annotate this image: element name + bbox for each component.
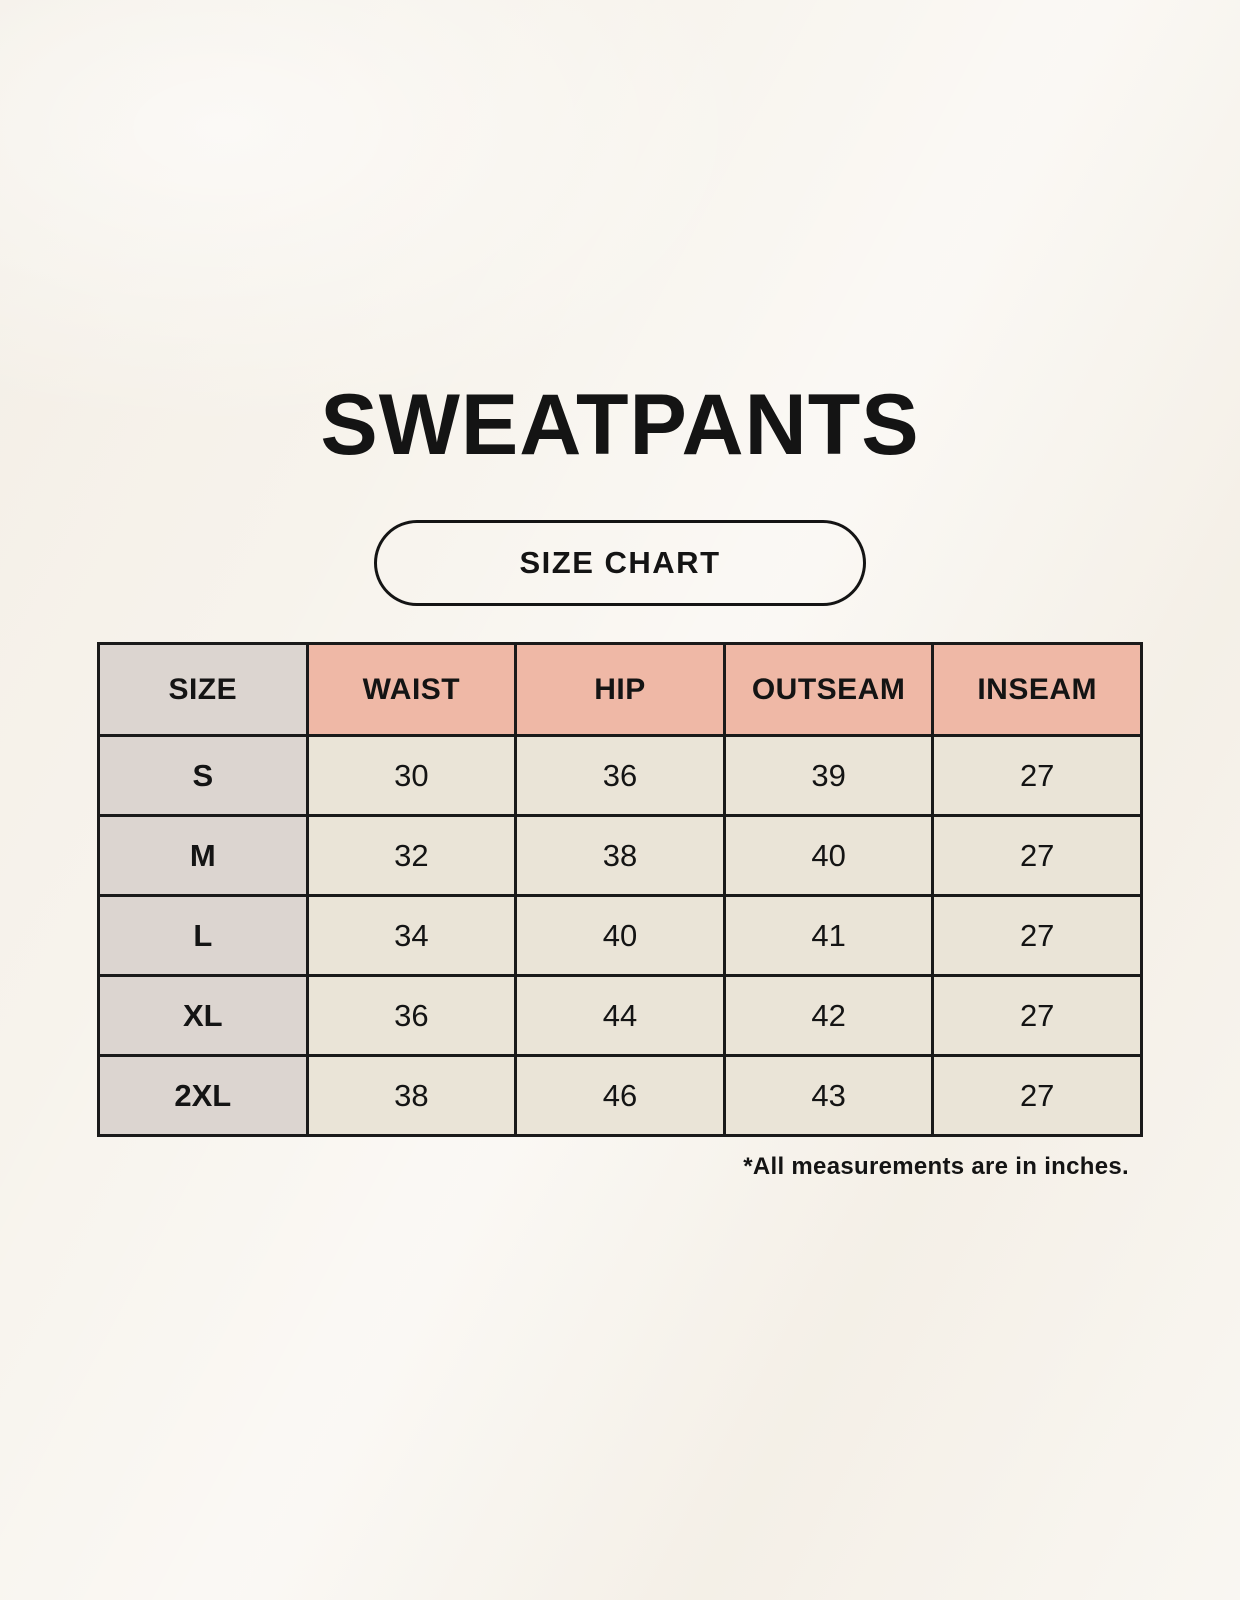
outseam-value: 42 bbox=[724, 976, 933, 1056]
waist-value: 34 bbox=[307, 896, 516, 976]
inseam-value: 27 bbox=[933, 896, 1142, 976]
column-header-waist: WAIST bbox=[307, 644, 516, 736]
measurements-footnote: *All measurements are in inches. bbox=[743, 1153, 1129, 1180]
size-label: XL bbox=[99, 976, 308, 1056]
size-label: 2XL bbox=[99, 1056, 308, 1136]
column-header-size: SIZE bbox=[99, 644, 308, 736]
size-chart-badge bbox=[374, 520, 866, 606]
table-row-xl bbox=[99, 976, 1142, 1056]
inseam-value: 27 bbox=[933, 816, 1142, 896]
outseam-value: 43 bbox=[724, 1056, 933, 1136]
outseam-value: 41 bbox=[724, 896, 933, 976]
table-row-l bbox=[99, 896, 1142, 976]
outseam-value: 40 bbox=[724, 816, 933, 896]
size-chart-badge-label: SIZE CHART bbox=[519, 545, 721, 580]
waist-value: 32 bbox=[307, 816, 516, 896]
table-header bbox=[99, 644, 1142, 736]
column-header-outseam: OUTSEAM bbox=[724, 644, 933, 736]
table-row-s bbox=[99, 736, 1142, 816]
waist-value: 30 bbox=[307, 736, 516, 816]
size-label: L bbox=[99, 896, 308, 976]
table-header-row bbox=[99, 644, 1142, 736]
page-title: SWEATPANTS bbox=[320, 377, 920, 473]
size-label: M bbox=[99, 816, 308, 896]
hip-value: 46 bbox=[516, 1056, 725, 1136]
size-chart-table-wrap bbox=[97, 642, 1143, 1137]
table-body bbox=[99, 736, 1142, 1136]
inseam-value: 27 bbox=[933, 976, 1142, 1056]
size-chart-table bbox=[97, 642, 1143, 1137]
outseam-value: 39 bbox=[724, 736, 933, 816]
column-header-inseam: INSEAM bbox=[933, 644, 1142, 736]
size-label: S bbox=[99, 736, 308, 816]
inseam-value: 27 bbox=[933, 1056, 1142, 1136]
table-row-m bbox=[99, 816, 1142, 896]
hip-value: 36 bbox=[516, 736, 725, 816]
waist-value: 36 bbox=[307, 976, 516, 1056]
inseam-value: 27 bbox=[933, 736, 1142, 816]
table-row-2xl bbox=[99, 1056, 1142, 1136]
hip-value: 44 bbox=[516, 976, 725, 1056]
waist-value: 38 bbox=[307, 1056, 516, 1136]
hip-value: 40 bbox=[516, 896, 725, 976]
hip-value: 38 bbox=[516, 816, 725, 896]
column-header-hip: HIP bbox=[516, 644, 725, 736]
